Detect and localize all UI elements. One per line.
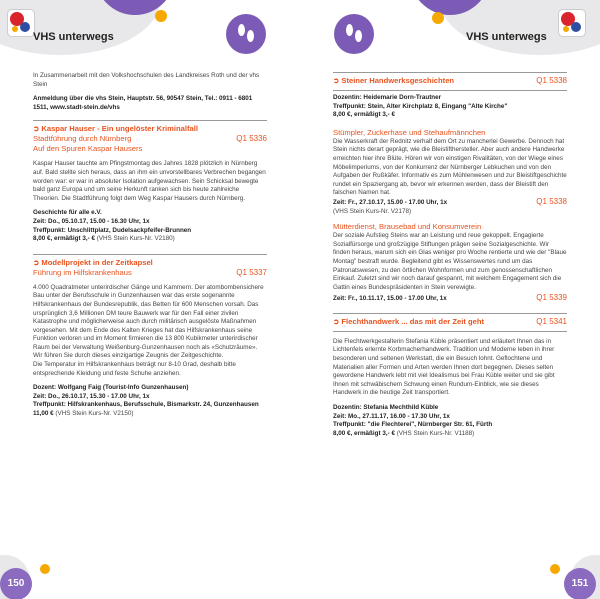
section-subtitle: Führung im Hilfskrankenhaus <box>33 267 132 277</box>
info-line: Geschichte für alle e.V. <box>33 209 102 217</box>
info-line: Zeit: Do., 26.10.17, 15.30 - 17.00 Uhr, 1x <box>33 392 150 400</box>
section-subtitle-row <box>33 268 267 278</box>
page-number: 150 <box>0 568 32 599</box>
course-code: Q1 5339 <box>536 293 567 303</box>
info-line: Treffpunkt: Stein, Alter Kirchplatz 8, Eingang "Alte Kirche" <box>333 102 508 110</box>
section-title: ➲ Flechthandwerk ... das mit der Zeit geht <box>333 316 484 326</box>
page-number: 151 <box>564 568 596 599</box>
divider <box>333 331 567 332</box>
arrow-right-icon: ➲ <box>333 76 340 85</box>
section-subtitle-2: Auf den Spuren Kaspar Hausers <box>33 144 143 154</box>
right-page <box>300 0 600 599</box>
course-code: Q1 5337 <box>236 267 267 277</box>
section-title: ➲ Modellprojekt in der Zeitkapsel <box>33 257 153 267</box>
info-line: Dozent: Wolfgang Faig (Tourist-Info Gunzenhausen) <box>33 384 189 392</box>
info-line: Treffpunkt: "die Flechterei", Nürnberger Str. 61, Fürth <box>333 421 493 429</box>
footprints-icon <box>334 14 374 54</box>
info-line: Treffpunkt: Unschlittplatz, Dudelsackpfeifer-Brunnen <box>33 226 192 234</box>
section-subtitle: Mütterdienst, Brausebad und Konsumverein <box>333 222 482 232</box>
divider <box>333 72 567 73</box>
divider <box>33 120 267 121</box>
divider <box>333 90 567 91</box>
footprints-icon <box>226 14 266 54</box>
course-code: Q1 5341 <box>536 316 567 326</box>
info-line: Zeit: Fr., 27.10.17, 15.00 - 17.00 Uhr, 1x <box>333 198 448 206</box>
section-body: 4.000 Quadratmeter unterirdischer Gänge und Kammern. Der atombombensichere Bau unter der Berufsschule in Gunzenhausen war das erste sogenannte Hilfskrankenhaus der Bundesrepublik, das Betten für 600 Menschen vorsah. Das ursprünglich 3,6 Millionen DM teure Bauwerk war für den Fall einer zivilen Katastrophe und möglicherweise auch durch militärisch ausgelöste Maßnahmen vorgesehen. Mit dem Ende des Kalten Krieges hat das Hilfskrankenhaus seine Funktion verloren und im Moment firmieren die 13 800 Kubikmeter unterirdischer Raum bei der Verwaltung Weißenburg-Gunzenhausen noch als «Schutzräume». Wir führen Sie durch dieses einzigartige Zeugnis der Zeitgeschichte. <box>33 283 264 360</box>
orange-dot-decoration <box>155 10 167 22</box>
section-subtitle-row <box>33 134 267 144</box>
header-title: VHS unterwegs <box>33 31 114 43</box>
section-body: Die Flechtwerkgestalterin Stefania Küble präsentiert und erläutert Ihnen das in Lichtenfels erlernte Korbmacherhandwerk. Tradition und Moderne leben in ihrer besonderen und seltenen Werkstatt, die ein Besuch lohnt. Geflochtene und Materialien aller Formen und Arten werden Ihnen dort begegnen. Dieses selten gewordene Handwerk lebt mit viel Idealismus bei Frau Küble weiter und sie gibt Ihnen mit schwäbischem Schwung einen Rundum-Einblick, wie sie dieses Handwerk in die heutige Zeit transportiert. <box>333 337 555 397</box>
arrow-right-icon: ➲ <box>333 316 340 326</box>
header-title: VHS unterwegs <box>466 31 547 43</box>
time-row <box>333 198 567 208</box>
left-content <box>33 72 267 419</box>
intro-text: In Zusammenarbeit mit den Volkshochschulen des Landkreises Roth und der vhs Stein <box>33 72 260 88</box>
section-body: Die Wasserkraft der Rednitz verhalf dem Ort zu mancherlei Gewerbe. Dennoch hat Stein nichts derart geprägt, wie die Bleistifthersteller. Aber auch andere Handwerke erreichten hier ihre Blüte. Hören wir von einstigen Rivalitäten, von der Wiege eines Möbelimperiums, von der Konkurrenz der Nürnberger Lebkuchen und von den Aufgaben der Rußkäfer. Informativ es zum Mühlenwesen und zur Bleistiftgeschichte rundet ein Spaziergang ab, bevor wir erkennen werden, dass der Bleistift den falschen Namen hat. <box>333 137 567 197</box>
time-row <box>333 294 567 304</box>
course-code: Q1 5338 <box>536 76 567 85</box>
right-content <box>333 72 567 438</box>
arrow-right-icon: ➲ <box>33 124 40 134</box>
orange-dot-decoration <box>40 564 50 574</box>
section-body-2: Die Temperatur im Hilfskrankenhaus beträgt nur 8-10 Grad, deshalb bitte entsprechende Kleidung und feste Schuhe anziehen. <box>33 361 236 377</box>
info-line: Zeit: Do., 05.10.17, 15.00 - 16.30 Uhr, 1x <box>33 217 150 225</box>
section-title: ➲ Steiner Handwerksgeschichten <box>333 76 455 85</box>
orange-dot-decoration <box>432 12 444 24</box>
info-line: 8,00 €, ermäßigt 3,- € (VHS Stein Kurs-Nr. V2180) <box>33 235 175 243</box>
course-code: Q1 5336 <box>236 134 267 144</box>
vhs-logo-icon <box>558 9 586 37</box>
vhs-logo-icon <box>7 9 35 37</box>
info-line: Zeit: Fr., 10.11.17, 15.00 - 17.00 Uhr, 1x <box>333 295 447 303</box>
section-header <box>333 317 567 327</box>
intro-contact: Anmeldung über die vhs Stein, Hauptstr. 56, 90547 Stein, Tel.: 0911 - 6801 1511, www.stadt-stein.de/vhs <box>33 95 253 111</box>
info-line: Dozentin: Stefania Mechthild Küble <box>333 404 439 412</box>
section-title: ➲ Kaspar Hauser - Ein ungelöster Kriminalfall <box>33 124 198 134</box>
section-body: Kaspar Hauser tauchte am Pfingstmontag des Jahres 1828 plötzlich in Nürnberg auf. Bald stellte sich heraus, dass an ihm ein unvorstellbares Verbrechen begangen worden war: er war in absoluter Isolation aufgewachsen. Sein Schicksal bewegte bald ganz Europa und um seine Herkunft ranken sich bis heute zahlreiche Theorien. Die Stadtführung folgt dem Weg Kaspar Hausers durch Nürnberg. <box>33 160 266 202</box>
section-subtitle: Stadtführung durch Nürnberg <box>33 134 132 144</box>
section-subtitle: Stümpler, Zuckerhase und Stehaufmännchen <box>333 127 486 137</box>
info-line: 8,00 €, ermäßigt 3,- € <box>333 111 395 119</box>
section-header <box>333 76 567 86</box>
divider <box>333 313 567 314</box>
course-code: Q1 5338 <box>536 196 567 206</box>
info-line: 11,00 € (VHS Stein Kurs-Nr. V2150) <box>33 410 134 418</box>
divider <box>33 254 267 255</box>
orange-dot-decoration <box>550 564 560 574</box>
info-line: Zeit: Mo., 27.11.17, 16.00 - 17.30 Uhr, 1x <box>333 412 450 420</box>
course-note: (VHS Stein Kurs-Nr. V2178) <box>333 207 412 215</box>
arrow-right-icon: ➲ <box>33 257 40 267</box>
info-line: Dozentin: Heidemarie Dorn-Trautner <box>333 94 442 101</box>
section-body: Der soziale Aufstieg Steins war an Leistung und reue gekoppelt. Engagierte Sozialfürsorge und großzügige Stiftungen prägen seine Sozialgeschichte. Wir finden heraus, warum sich ein Glas weniger pro Woche rentierte und wie der "Blaue Montag" bestraft wurde. Begleitend gibt es Wissenswertes rund um das Patronatswesen, zu den örtlichen Wohnformen und zum genossenschaftlichen Einkauf. Zuletzt sind wir noch darauf gespannt, mit welchem Engagement sich die Gattin eines Bundespräsidenten in Stein verewigte. <box>333 232 567 291</box>
info-line: Treffpunkt: Hilfskrankenhaus, Berufsschule, Bismarkstr. 24, Gunzenhausen <box>33 401 259 409</box>
info-line: 8,00 €, ermäßigt 3,- € (VHS Stein Kurs-Nr. V1188) <box>333 429 475 437</box>
